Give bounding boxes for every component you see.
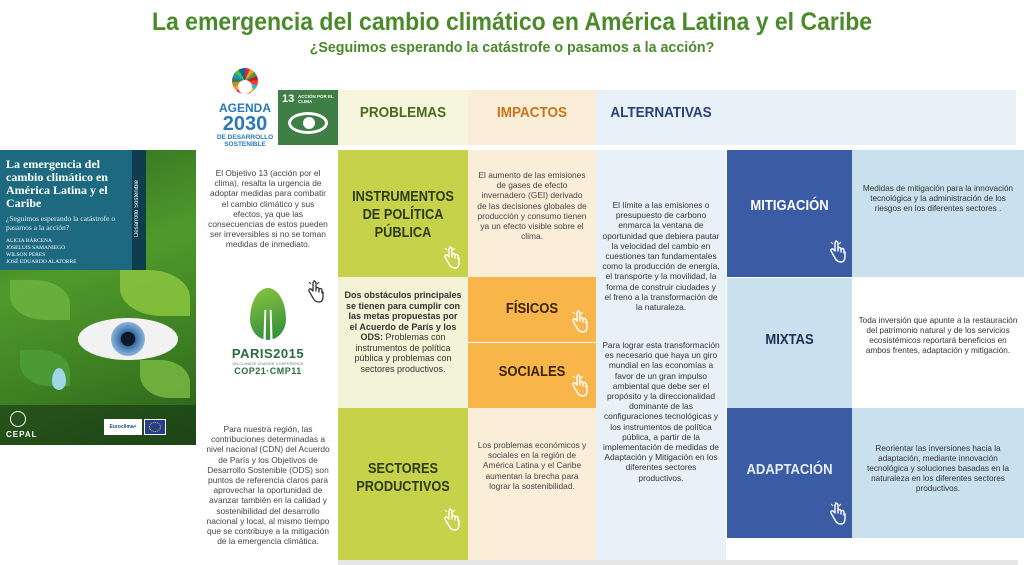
hand-pointer-icon[interactable] xyxy=(442,508,462,532)
cover-authors xyxy=(6,238,126,266)
alternative-label-mixtas: MIXTAS xyxy=(765,332,814,348)
alternative-detail-mixtas: Toda inversión que apunte a la restauración del patrimonio natural y de los servicios ecosistémicos reportará beneficios en ambos frentes, adaptación y mitigación. xyxy=(858,316,1018,355)
hand-pointer-icon[interactable] xyxy=(306,280,326,304)
alternative-detail-adaptacion: Reorientar las inversiones hacia la adaptación, mediante innovación tecnológica y soluciones basadas en la naturaleza en los diferentes sectores productivos. xyxy=(866,444,1009,493)
hand-pointer-icon[interactable] xyxy=(828,240,848,264)
impact-intro-text: El aumento de las emisiones de gases de efecto invernadero (GEI) derivado de las decisiones globales de producción y consumo tienen ya un efecto visible sobre el clima. xyxy=(477,170,587,242)
cover-subtitle: ¿Seguimos esperando la catástrofe o pasamos a la acción? xyxy=(6,214,116,232)
problem-summary xyxy=(344,290,462,374)
infographic-title: La emergencia del cambio climático en América Latina y el Caribe xyxy=(151,8,873,36)
problem-summary-detail: Problemas con instrumentos de política pública y problemas con sectores productivos. xyxy=(354,332,452,374)
agenda-word: AGENDA xyxy=(218,101,271,115)
hand-pointer-icon[interactable] xyxy=(442,246,462,270)
problem-label-sectores: SECTORES PRODUCTIVOS xyxy=(356,461,450,495)
paris-2015-logo xyxy=(228,288,308,388)
alternatives-text-carbon: El límite a las emisiones o presupuesto de carbono enmarca la ventana de oportunidad que debiera pautar la velocidad del cambio en cuestiones tan fundamentales como la producción de energía, el transporte y la movilidad, la forma de construir ciudades y el freno a la transformación de la naturaleza. xyxy=(602,200,720,313)
cover-author: WILSON PERES xyxy=(6,252,46,258)
alternatives-text-transformation: Para lograr esta transformación es necesario que haya un giro mundial en las economías a favor de un gran impulso ambiental que debe ser el propósito y la direccionalidad dominante de las configuraciones tecnológicas y los instrumentos de política pública, a partir de la implementación de medidas de Adaptación y Mitigación en los diferentes sectores productivos. xyxy=(602,340,720,483)
cover-author: JOSÉ EDUARDO ALATORRE xyxy=(6,259,77,265)
impact-label-fisicos: FÍSICOS xyxy=(505,301,559,317)
bottom-shadow xyxy=(338,560,1018,565)
intro-text-sdg13: El Objetivo 13 (acción por el clima), resalta la urgencia de adoptar medidas para combatir el cambio climático y sus efectos, ya que las consecuencias de estos pueden ser irreversibles si no se toman medidas de inmediato. xyxy=(208,168,328,250)
book-cover xyxy=(0,150,196,445)
paris-tagline: UN CLIMATE CHANGE CONFERENCE xyxy=(232,361,304,366)
cover-author: ALICIA BÁRCENA xyxy=(6,238,52,244)
leaf-decoration xyxy=(10,280,70,320)
column-header-impactos: IMPACTOS xyxy=(496,104,568,121)
cover-title-box xyxy=(0,150,132,270)
column-header-alternativas: ALTERNATIVAS xyxy=(610,104,712,121)
cover-footer xyxy=(0,405,196,445)
eu-flag-icon xyxy=(144,419,166,435)
cop21-label: COP21·CMP11 xyxy=(234,366,302,376)
funder-logo: Euroclima+ xyxy=(104,419,142,435)
water-drop-icon xyxy=(52,368,66,390)
cover-series-label: Desarrollo Sostenible xyxy=(134,180,140,238)
column-header-problemas: PROBLEMAS xyxy=(359,104,447,121)
impact-label-sociales: SOCIALES xyxy=(498,364,566,380)
intro-text-region: Para nuestra región, las contribuciones determinadas a nivel nacional (CDN) del Acuerdo de París y los Objetivos de Desarrollo Sostenible (ODS) son puntos de referencia claros para aprovechar la oportunidad de avanzar también en la calidad y sostenibilidad del desarrollo nacional y local, al mismo tiempo que se contribuye a la mitigación de la emergencia climática. xyxy=(206,424,330,547)
earth-eye-icon xyxy=(288,112,328,134)
alternative-label-adaptacion: ADAPTACIÓN xyxy=(746,462,833,478)
sdg13-number: 13 xyxy=(282,93,295,105)
hand-pointer-icon[interactable] xyxy=(828,502,848,526)
hand-pointer-icon[interactable] xyxy=(570,310,590,334)
problem-label-instrumentos: INSTRUMENTOS DE POLÍTICA PÚBLICA xyxy=(352,189,454,241)
cover-series-band xyxy=(132,150,146,270)
agenda-year: 2030 xyxy=(222,113,268,135)
infographic-subtitle: ¿Seguimos esperando la catástrofe o pasamos a la acción? xyxy=(309,39,715,56)
alternative-detail-mitigacion: Medidas de mitigación para la innovación tecnológica y la administración de los riesgos en los diferentes sectores . xyxy=(862,184,1014,213)
problem-summary-bold: Dos obstáculos principales se tienen para cumplir con las metas propuestas por el Acuerdo de París y los ODS: xyxy=(344,290,462,342)
cover-author: JOSELUIS SAMANIEGO xyxy=(6,245,66,251)
agenda-2030-logo xyxy=(212,68,278,150)
paris-leaf-icon xyxy=(250,288,286,340)
leaf-decoration xyxy=(120,270,190,316)
un-logo-icon xyxy=(10,411,26,427)
paris-wordmark: PARIS2015 xyxy=(231,346,305,361)
sdg13-label: ACCIÓN POR EL CLIMA xyxy=(298,94,334,104)
cover-title: La emergencia del cambio climático en América Latina y el Caribe xyxy=(6,157,108,210)
agenda-tagline: DE DESARROLLO SOSTENIBLE xyxy=(216,134,274,148)
leaf-decoration xyxy=(140,360,190,398)
sdg13-badge xyxy=(278,90,338,145)
hand-pointer-icon[interactable] xyxy=(570,374,590,398)
cepal-logo: CEPAL xyxy=(6,430,38,439)
impact-social-text: Los problemas económicos y sociales en la región de América Latina y el Caribe aumentan la brecha para lograr la sostenibilidad. xyxy=(477,440,587,491)
alternative-label-mitigacion: MITIGACIÓN xyxy=(750,198,829,214)
eye-illustration xyxy=(78,318,178,360)
